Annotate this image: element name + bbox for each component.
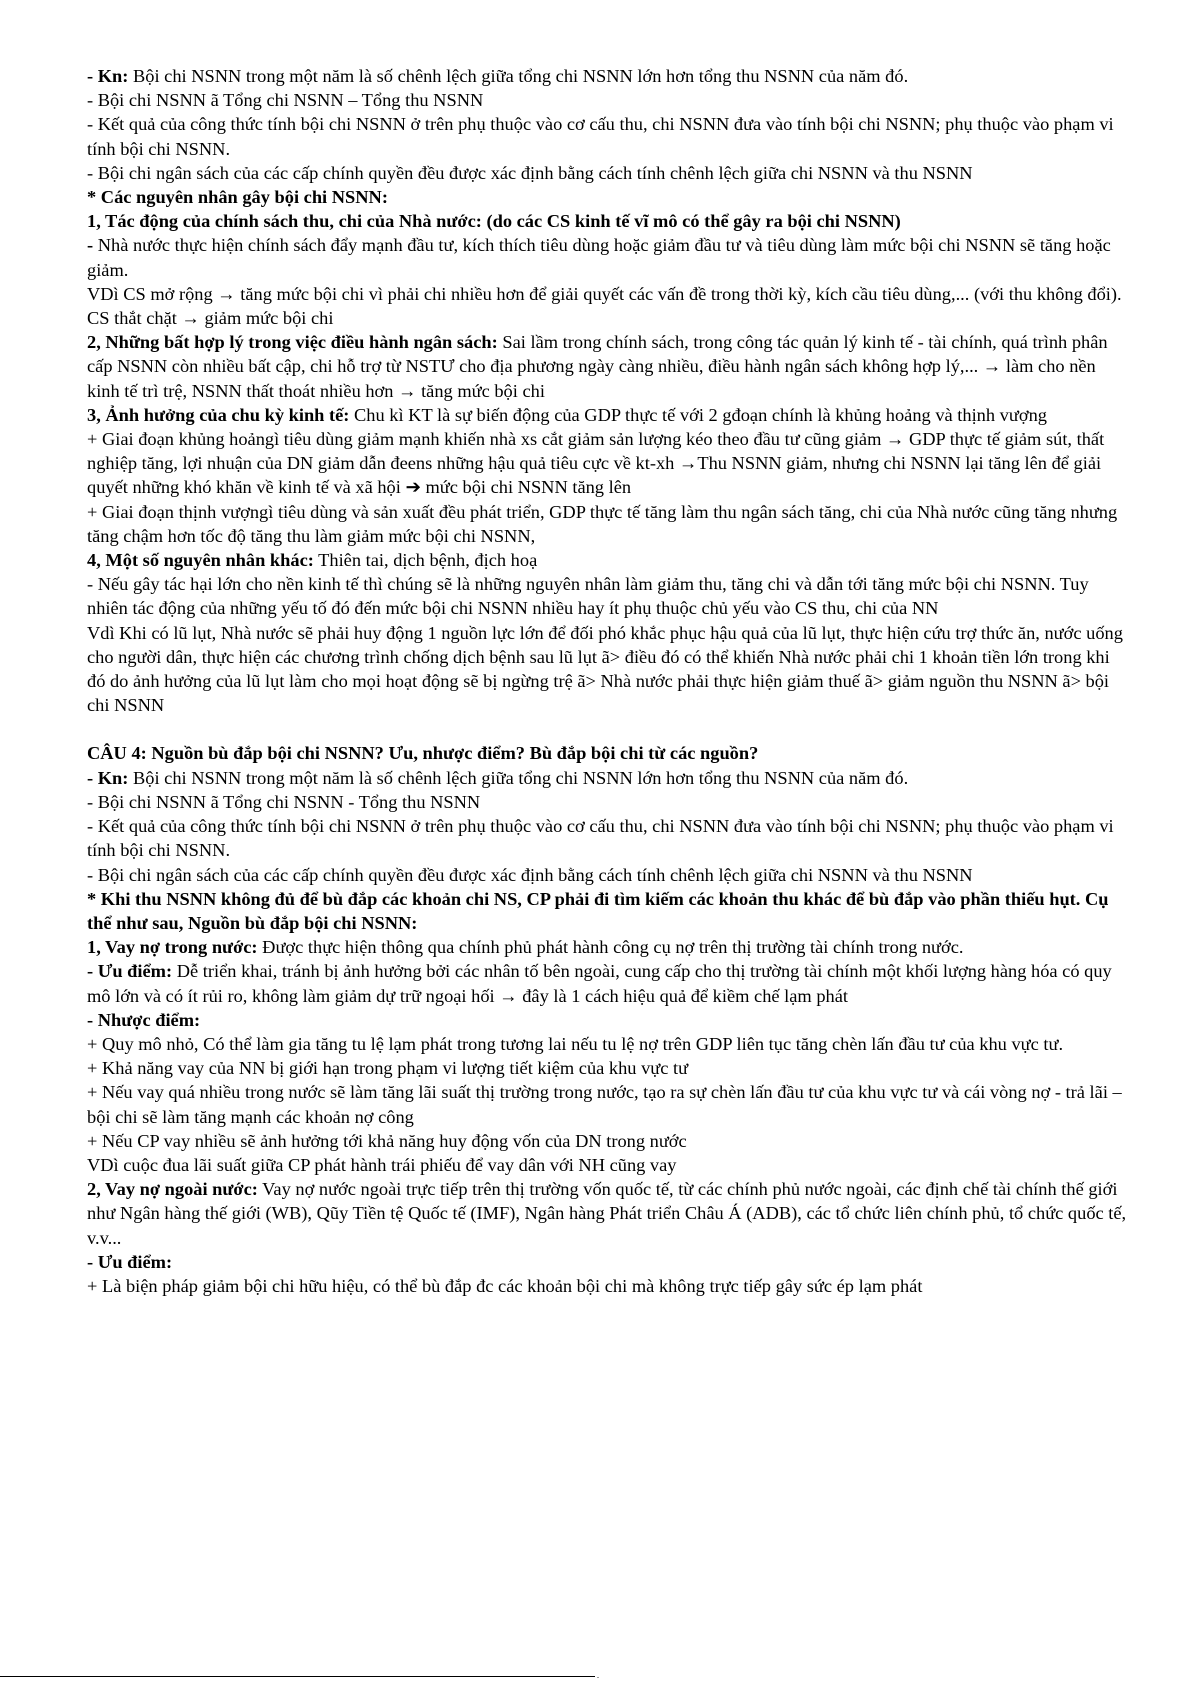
paragraph — [87, 330, 1131, 403]
paragraph — [87, 161, 1131, 185]
section-heading — [87, 185, 1131, 209]
section-heading-text: * Các nguyên nhân gây bội chi NSNN: — [87, 187, 388, 208]
paragraph-text: Thiên tai, dịch bệnh, địch hoạ — [313, 550, 538, 571]
paragraph — [87, 935, 1131, 959]
definition-label: - Kn: — [87, 767, 129, 788]
disadvantages-label: - Nhược điểm: — [87, 1009, 201, 1030]
section-heading-text: * Khi thu NSNN không đủ để bù đắp các khoản chi NS, CP phải đi tìm kiếm các khoản thu khác để bù đắp vào phần thiếu hụt. Cụ thể như sau, Nguồn bù đắp bội chi NSNN: — [87, 888, 1109, 933]
advantages-label: - Ưu điểm: — [87, 1251, 173, 1272]
paragraph-text: Được thực hiện thông qua chính phủ phát hành công cụ nợ trên thị trường tài chính trong nước. — [257, 937, 964, 958]
formula-line — [87, 88, 1131, 112]
footer-divider — [0, 1676, 595, 1677]
spacer — [87, 717, 1131, 741]
list-item — [87, 1080, 1131, 1128]
disadvantages-heading — [87, 1008, 1131, 1032]
footer-mark: . — [597, 1671, 599, 1680]
subheading-label: 2, Vay nợ ngoài nước: — [87, 1179, 258, 1200]
formula-line — [87, 790, 1131, 814]
question-heading — [87, 741, 1131, 765]
paragraph — [87, 959, 1131, 1007]
formula-text: - Bội chi NSNN ã Tổng chi NSNN - Tổng thu NSNN — [87, 791, 481, 812]
formula-text: - Bội chi NSNN ã Tổng chi NSNN – Tổng thu NSNN — [87, 90, 484, 111]
subheading — [87, 209, 1131, 233]
list-item-text: + Nếu vay quá nhiều trong nước sẽ làm tăng lãi suất thị trường trong nước, tạo ra sự chèn lấn đầu tư của khu vực tư và cái vòng nợ - trả lãi – bội chi sẽ làm tăng mạnh các khoản nợ công — [87, 1082, 1122, 1127]
subheading-text: 1, Tác động của chính sách thu, chi của Nhà nước: (do các CS kinh tế vĩ mô có thể gây ra bội chi NSNN) — [87, 211, 901, 232]
paragraph — [87, 403, 1131, 427]
question-heading-text: CÂU 4: Nguồn bù đắp bội chi NSNN? Ưu, nhược điểm? Bù đắp bội chi từ các nguồn? — [87, 743, 759, 764]
paragraph — [87, 427, 1131, 500]
section-heading — [87, 887, 1131, 935]
list-item-text: + Là biện pháp giảm bội chi hữu hiệu, có thể bù đắp đc các khoản bội chi mà không trực tiếp gây sức ép lạm phát — [87, 1275, 923, 1296]
example-paragraph — [87, 282, 1131, 330]
example-paragraph — [87, 621, 1131, 718]
list-item — [87, 1129, 1131, 1153]
paragraph — [87, 500, 1131, 548]
paragraph — [87, 572, 1131, 620]
definition-text: Bội chi NSNN trong một năm là số chênh lệch giữa tổng chi NSNN lớn hơn tổng thu NSNN của năm đó. — [128, 767, 909, 788]
subheading-label: 2, Những bất hợp lý trong việc điều hành ngân sách: — [87, 332, 498, 353]
paragraph — [87, 233, 1131, 281]
paragraph-text: Vdì Khi có lũ lụt, Nhà nước sẽ phải huy động 1 nguồn lực lớn để đối phó khắc phục hậu quả của lũ lụt, thực hiện cứu trợ thức ăn, nước uống cho người dân, thực hiện các chương trình chống dịch bệnh sau lũ lụt ã> điều đó có thể khiến Nhà nước phải chi 1 khoản tiền lớn trong khi đó do ảnh hưởng của lũ lụt làm cho mọi hoạt động sẽ bị ngừng trệ ã> Nhà nước phải thực hiện giảm thuế ã> giảm nguồn thu NSNN ã> bội chi NSNN — [87, 622, 1123, 716]
advantages-heading — [87, 1250, 1131, 1274]
paragraph — [87, 814, 1131, 862]
list-item — [87, 1056, 1131, 1080]
paragraph-text: Dễ triển khai, tránh bị ảnh hưởng bởi các nhân tố bên ngoài, cung cấp cho thị trường tài chính một khối lượng hàng hóa có quy mô lớn và có ít rủi ro, không làm giảm dự trữ ngoại hối → đây là 1 cách hiệu quả để kiềm chế lạm phát — [87, 961, 1112, 1006]
paragraph-text: - Bội chi ngân sách của các cấp chính quyền đều được xác định bằng cách tính chênh lệch giữa chi NSNN và thu NSNN — [87, 162, 973, 183]
paragraph — [87, 863, 1131, 887]
paragraph-text: - Kết quả của công thức tính bội chi NSNN ở trên phụ thuộc vào cơ cấu thu, chi NSNN đưa vào tính bội chi NSNN; phụ thuộc vào phạm vi tính bội chi NSNN. — [87, 816, 1114, 861]
paragraph-text: Sai lầm trong chính sách, trong công tác quản lý kinh tế - tài chính, quá trình phân cấp NSNN còn nhiều bất cập, chi hỗ trợ từ NSTƯ cho địa phương ngày càng nhiều, điều hành ngân sách không hợp lý,... → làm cho nền kinh tế trì trệ, NSNN thất thoát nhiều hơn → tăng mức bội chi — [87, 332, 1108, 401]
paragraph-text: Nhà nước thực hiện chính sách đẩy mạnh đầu tư, kích thích tiêu dùng hoặc giảm đầu tư và tiêu dùng làm mức bội chi NSNN sẽ tăng hoặc giảm. — [87, 235, 1111, 280]
paragraph-text: Vay nợ nước ngoài trực tiếp trên thị trường vốn quốc tế, từ các chính phủ nước ngoài, các định chế tài chính thế giới như Ngân hàng thế giới (WB), Qũy Tiền tệ Quốc tế (IMF), Ngân hàng Phát triển Châu Á (ADB), các tổ chức liên chính phủ, tổ chức quốc tế, v.v... — [87, 1179, 1127, 1248]
advantages-label: - Ưu điểm: — [87, 961, 173, 982]
subheading-label: 3, Ảnh hưởng của chu kỳ kinh tế: — [87, 404, 350, 425]
bullet-dash: - — [87, 235, 94, 256]
subheading-label: 1, Vay nợ trong nước: — [87, 937, 258, 958]
paragraph-text: Chu kì KT là sự biến động của GDP thực tế với 2 gđoạn chính là khủng hoảng và thịnh vượng — [349, 404, 1047, 425]
paragraph-text: - Nếu gây tác hại lớn cho nền kinh tế thì chúng sẽ là những nguyên nhân làm giảm thu, tăng chi và dẫn tới tăng mức bội chi NSNN. Tuy nhiên tác động của những yếu tố đó đến mức bội chi NSNN nhiều hay ít phụ thuộc chủ yếu vào CS thu, chi của NN — [87, 574, 1089, 619]
paragraph-text: + Giai đoạn khủng hoảngì tiêu dùng giảm mạnh khiến nhà xs cắt giảm sản lượng kéo theo đầu tư cũng giảm → GDP thực tế giảm sút, thất nghiệp tăng, lợi nhuận của DN giảm dẫn đeens những hậu quả tiêu cực về kt-xh →Thu NSNN giảm, nhưng chi NSNN lại tăng lên để giải quyết những khó khăn về kinh tế và xã hội ➔ mức bội chi NSNN tăng lên — [87, 429, 1105, 498]
definition-text: Bội chi NSNN trong một năm là số chênh lệch giữa tổng chi NSNN lớn hơn tổng thu NSNN của năm đó. — [128, 66, 909, 86]
definition-line — [87, 64, 1131, 88]
definition-line — [87, 766, 1131, 790]
list-item — [87, 1274, 1131, 1298]
paragraph — [87, 1177, 1131, 1250]
definition-label: - Kn: — [87, 66, 129, 86]
paragraph — [87, 112, 1131, 160]
paragraph-text: - Kết quả của công thức tính bội chi NSNN ở trên phụ thuộc vào cơ cấu thu, chi NSNN đưa vào tính bội chi NSNN; phụ thuộc vào phạm vi tính bội chi NSNN. — [87, 114, 1114, 159]
paragraph-text: VDì CS mở rộng → tăng mức bội chi vì phải chi nhiều hơn để giải quyết các vấn đề trong thời kỳ, kích cầu tiêu dùng,... (với thu không đổi). CS thắt chặt → giảm mức bội chi — [87, 283, 1122, 329]
list-item-text: + Nếu CP vay nhiều sẽ ảnh hưởng tới khả năng huy động vốn của DN trong nước — [87, 1130, 687, 1151]
subheading-label: 4, Một số nguyên nhân khác: — [87, 550, 314, 571]
list-item-text: + Quy mô nhỏ, Có thể làm gia tăng tu lệ lạm phát trong tương lai nếu tu lệ nợ trên GDP liên tục tăng chèn lấn đầu tư của khu vực tư. — [87, 1033, 1064, 1054]
paragraph — [87, 548, 1131, 572]
list-item-text: + Khả năng vay của NN bị giới hạn trong phạm vi lượng tiết kiệm của khu vực tư — [87, 1058, 689, 1079]
paragraph-text: - Bội chi ngân sách của các cấp chính quyền đều được xác định bằng cách tính chênh lệch giữa chi NSNN và thu NSNN — [87, 864, 973, 885]
paragraph-text: + Giai đoạn thịnh vượngì tiêu dùng và sản xuất đều phát triển, GDP thực tế tăng làm thu ngân sách tăng, chi của Nhà nước cũng tăng nhưng tăng chậm hơn tốc độ tăng thu làm giảm mức bội chi NSNN, — [87, 501, 1118, 546]
paragraph-text: VDì cuộc đua lãi suất giữa CP phát hành trái phiếu để vay dân với NH cũng vay — [87, 1154, 677, 1175]
example-paragraph — [87, 1153, 1131, 1177]
list-item — [87, 1032, 1131, 1056]
